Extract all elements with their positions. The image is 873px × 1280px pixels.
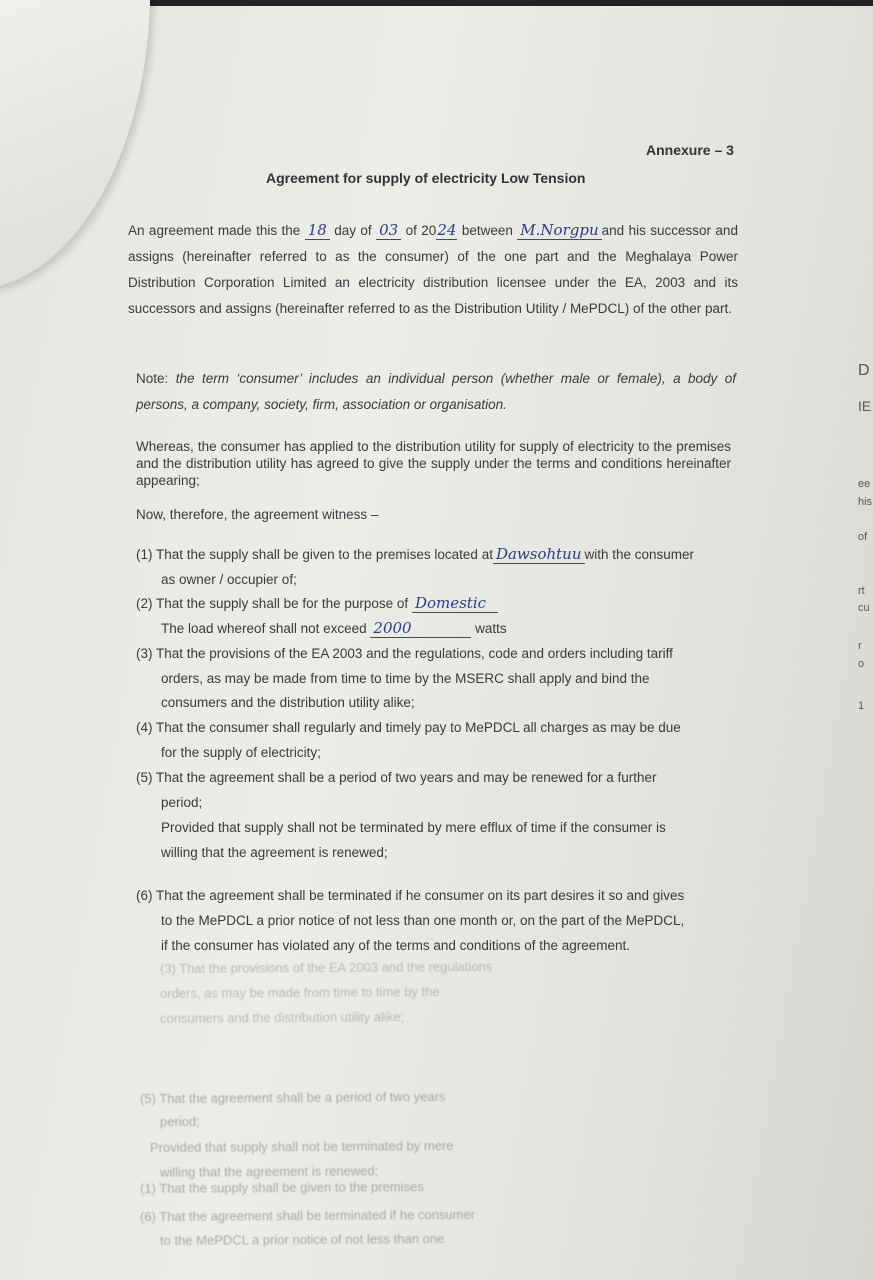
show-through-line: (5) That the agreement shall be a period of two years <box>139 1088 446 1107</box>
annexure-label: Annexure – 3 <box>646 142 734 158</box>
clause-3: (3) That the provisions of the EA 2003 and the regulations, code and orders including tariff <box>136 646 673 661</box>
note-label: Note: <box>136 371 169 386</box>
edge-fragment: o <box>858 658 865 670</box>
clause-text: The load whereof shall not exceed <box>161 621 367 636</box>
clause-1 <box>136 542 736 567</box>
edge-fragment: ee <box>858 478 871 490</box>
whereas-paragraph: Whereas, the consumer has applied to the distribution utility for supply of electricity to the premises and the distribution utility has agreed to give the supply under the terms and conditions hereinafter appearing; <box>136 439 731 488</box>
clause-text: (2) That the supply shall be for the purpose of <box>136 596 409 611</box>
clause-6-cont: to the MePDCL a prior notice of not less than one month or, on the part of the MePDCL, <box>161 913 685 928</box>
witness-line: Now, therefore, the agreement witness – <box>136 507 379 522</box>
edge-fragment: r <box>858 640 862 652</box>
clause-4-cont: for the supply of electricity; <box>161 745 321 760</box>
clause-text: (1) That the supply shall be given to the premises located at <box>136 547 493 562</box>
show-through-line: (1) That the supply shall be given to the premises <box>139 1179 424 1196</box>
edge-fragment: his <box>858 496 873 508</box>
day-field: 18 <box>305 221 330 240</box>
edge-fragment: 1 <box>858 700 865 712</box>
document-title: Agreement for supply of electricity Low Tension <box>266 170 586 186</box>
note-paragraph <box>136 366 736 418</box>
edge-fragment: rt <box>858 585 865 597</box>
party-name-field: M.Norgpu <box>517 221 601 240</box>
clause-text: with the consumer <box>584 547 695 562</box>
clause-4: (4) That the consumer shall regularly and timely pay to MePDCL all charges as may be due <box>136 720 681 735</box>
clause-5-cont: period; <box>161 795 203 810</box>
show-through-line: period; <box>159 1113 200 1130</box>
load-field: 2000 <box>370 619 471 638</box>
show-through-line: willing that the agreement is renewed; <box>159 1163 379 1180</box>
edge-fragment: IE <box>858 398 872 414</box>
show-through-line: Provided that supply shall not be terminated by mere <box>149 1137 454 1156</box>
clause-6-cont: if the consumer has violated any of the terms and conditions of the agreement. <box>161 938 631 953</box>
edge-fragment: D <box>858 362 870 379</box>
clause-3-cont: orders, as may be made from time to time by the MSERC shall apply and bind the <box>161 671 650 686</box>
clause-1-cont: as owner / occupier of; <box>161 572 297 587</box>
clause-text: watts <box>475 621 507 636</box>
intro-text: day of <box>334 223 372 238</box>
clause-3-cont: consumers and the distribution utility alike; <box>161 695 415 710</box>
edge-fragment: of <box>858 531 868 543</box>
clause-5-proviso-cont: willing that the agreement is renewed; <box>161 845 388 860</box>
intro-text: An agreement made this the <box>128 223 301 238</box>
clause-2 <box>136 591 736 616</box>
year-field: 24 <box>437 221 457 239</box>
scan-edge <box>150 0 873 6</box>
clause-5-proviso: Provided that supply shall not be terminated by mere efflux of time if the consumer is <box>161 820 666 835</box>
intro-text: of 20 <box>405 223 437 238</box>
location-field: Dawsohtuu <box>493 545 585 564</box>
clause-6: (6) That the agreement shall be terminated if he consumer on its part desires it so and gives <box>136 888 685 903</box>
intro-text: between <box>461 223 513 238</box>
show-through-line: consumers and the distribution utility alike; <box>159 1009 405 1026</box>
show-through-line: (6) That the agreement shall be terminated if he consumer <box>139 1206 476 1225</box>
edge-fragment: cu <box>858 602 870 614</box>
clause-2-load <box>136 616 761 641</box>
note-text: the term ‘consumer’ includes an individual person (whether male or female), a body of persons, a company, society, firm, association or organisation. <box>136 371 736 412</box>
show-through-line: orders, as may be made from time to time by the <box>159 984 440 1001</box>
intro-paragraph <box>128 218 738 322</box>
intro-text: and his successor and assigns (hereinafter referred to as the consumer) of the one part and the Meghalaya Power Distribution Corporation Limited an electricity distribution licensee under the EA, 2003 and its successors and assigns (hereinafter referred to as the Distribution Utility / MePDCL) of the other part. <box>128 223 738 316</box>
clause-5: (5) That the agreement shall be a period of two years and may be renewed for a further <box>136 770 657 785</box>
show-through-line: (3) That the provisions of the EA 2003 and the regulations <box>159 958 493 977</box>
month-field: 03 <box>376 221 401 240</box>
show-through-line: to the MePDCL a prior notice of not less than one <box>159 1231 445 1248</box>
purpose-field: Domestic <box>412 594 498 613</box>
